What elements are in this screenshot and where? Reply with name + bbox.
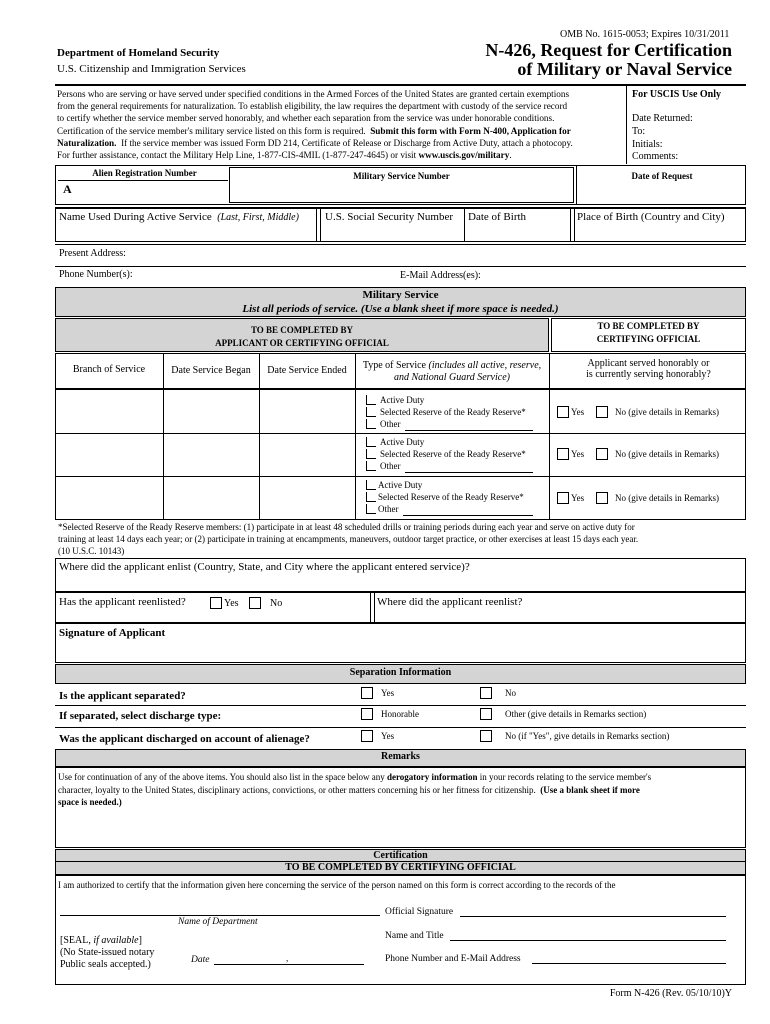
name-title-label: Name and Title [385, 931, 444, 941]
other-input[interactable] [405, 430, 533, 431]
branch-input[interactable] [57, 435, 161, 474]
active-duty-checkbox[interactable] [366, 395, 376, 405]
date-label: Date [191, 955, 210, 965]
discharge-type-question: If separated, select discharge type: [59, 710, 222, 722]
reenlisted-label: Has the applicant reenlisted? [59, 596, 186, 608]
branch-input[interactable] [57, 391, 161, 431]
email-input[interactable] [490, 267, 745, 285]
department-name: Department of Homeland Security [57, 47, 220, 59]
other-input[interactable] [405, 472, 533, 473]
date-input[interactable] [214, 964, 364, 965]
alienage-yes-checkbox[interactable] [361, 730, 373, 742]
separated-yes-checkbox[interactable] [361, 687, 373, 699]
military-service-number-input[interactable] [231, 184, 572, 202]
honorable-no-checkbox[interactable] [596, 492, 608, 504]
honorable-no-checkbox[interactable] [596, 406, 608, 418]
email-label: E-Mail Address(es): [400, 270, 481, 281]
began-input[interactable] [165, 435, 257, 474]
other-checkbox[interactable] [366, 419, 376, 429]
phone-email-input[interactable] [532, 963, 726, 964]
alien-prefix: A [63, 182, 72, 196]
signature-input[interactable] [57, 640, 744, 662]
place-of-birth-input[interactable] [576, 225, 745, 241]
certification-title: Certification [373, 850, 428, 861]
military-service-number-label: Military Service Number [353, 171, 450, 181]
name-used-label: Name Used During Active Service (Last, First, Middle) [59, 211, 299, 223]
official-signature-label: Official Signature [385, 907, 454, 917]
selected-reserve-checkbox[interactable] [366, 492, 376, 502]
reenlisted-yes-checkbox[interactable] [210, 597, 222, 609]
present-address-input[interactable] [145, 246, 745, 264]
military-service-subtitle: List all periods of service. (Use a blank sheet if more space is needed.) [242, 303, 559, 315]
branch-input[interactable] [57, 478, 161, 518]
form-title-line1: N-426, Request for Certification [485, 40, 732, 60]
military-service-title: Military Service [362, 289, 439, 301]
certification-statement: I am authorized to certify that the information given here concerning the service of the person named on this form is correct according to the records of the [58, 880, 616, 890]
remarks-title: Remarks [381, 751, 420, 762]
enlist-input[interactable] [57, 575, 744, 591]
seal-note-line2: (No State-issued notary [60, 947, 155, 958]
signature-label: Signature of Applicant [59, 627, 166, 639]
form-title-line2: of Military or Naval Service [517, 59, 732, 79]
honor-header-line1: Applicant served honorably or [587, 358, 710, 369]
date-of-birth-label: Date of Birth [468, 211, 527, 223]
reenlist-where-label: Where did the applicant reenlist? [377, 596, 523, 608]
alien-registration-label: Alien Registration Number [92, 168, 197, 178]
phone-label: Phone Number(s): [59, 269, 133, 280]
seal-note-line1: [SEAL, if available] [60, 935, 142, 946]
branch-header: Branch of Service [72, 364, 146, 375]
reenlist-where-input[interactable] [376, 608, 744, 622]
reenlisted-no-checkbox[interactable] [249, 597, 261, 609]
honor-header-line2: is currently serving honorably? [586, 369, 711, 380]
present-address-label: Present Address: [59, 248, 126, 259]
alienage-no-checkbox[interactable] [480, 730, 492, 742]
name-of-department-label: Name of Department [178, 917, 258, 927]
selected-reserve-checkbox[interactable] [366, 407, 376, 417]
separated-no-checkbox[interactable] [480, 687, 492, 699]
began-input[interactable] [165, 478, 257, 518]
remarks-input[interactable] [57, 810, 744, 846]
name-used-input[interactable] [57, 225, 315, 241]
ended-input[interactable] [261, 435, 353, 474]
date-of-birth-input[interactable] [466, 225, 569, 241]
selected-reserve-checkbox[interactable] [366, 449, 376, 459]
active-duty-checkbox[interactable] [366, 480, 376, 490]
enlist-label: Where did the applicant enlist (Country, State, and City where the applicant entered service)? [59, 561, 470, 573]
honorable-yes-checkbox[interactable] [557, 492, 569, 504]
seal-note-line3: Public seals accepted.) [60, 959, 151, 970]
alienage-question: Was the applicant discharged on account of alienage? [59, 733, 310, 745]
name-title-input[interactable] [450, 940, 726, 941]
date-of-request-input[interactable] [578, 184, 744, 203]
separation-title: Separation Information [349, 667, 452, 678]
began-input[interactable] [165, 391, 257, 431]
other-input[interactable] [403, 515, 533, 516]
form-id: Form N-426 (Rev. 05/10/10)Y [609, 988, 732, 999]
alien-registration-input[interactable] [58, 182, 227, 203]
date-of-request-label: Date of Request [631, 171, 693, 181]
began-header: Date Service Began [171, 365, 251, 376]
honorable-no-checkbox[interactable] [596, 448, 608, 460]
other-discharge-checkbox[interactable] [480, 708, 492, 720]
ended-input[interactable] [261, 391, 353, 431]
active-duty-checkbox[interactable] [366, 437, 376, 447]
separated-question: Is the applicant separated? [59, 690, 186, 702]
phone-input[interactable] [140, 267, 395, 285]
honorable-yes-checkbox[interactable] [557, 448, 569, 460]
ssn-input[interactable] [322, 225, 463, 241]
honorable-checkbox[interactable] [361, 708, 373, 720]
official-signature-input[interactable] [460, 916, 726, 917]
department-name-input[interactable] [60, 915, 380, 916]
honorable-yes-checkbox[interactable] [557, 406, 569, 418]
ended-input[interactable] [261, 478, 353, 518]
ended-header: Date Service Ended [267, 365, 347, 376]
type-header-line2: and National Guard Service) [393, 372, 510, 383]
agency-name: U.S. Citizenship and Immigration Services [57, 63, 246, 75]
other-checkbox[interactable] [366, 504, 376, 514]
place-of-birth-label: Place of Birth (Country and City) [577, 211, 725, 223]
omb-number: OMB No. 1615-0053; Expires 10/31/2011 [560, 29, 730, 40]
ssn-label: U.S. Social Security Number [325, 211, 454, 223]
certification-subtitle: TO BE COMPLETED BY CERTIFYING OFFICIAL [285, 862, 516, 873]
phone-email-label: Phone Number and E-Mail Address [385, 954, 521, 964]
type-header-line1: Type of Service (includes all active, reserve, [362, 360, 542, 371]
other-checkbox[interactable] [366, 461, 376, 471]
